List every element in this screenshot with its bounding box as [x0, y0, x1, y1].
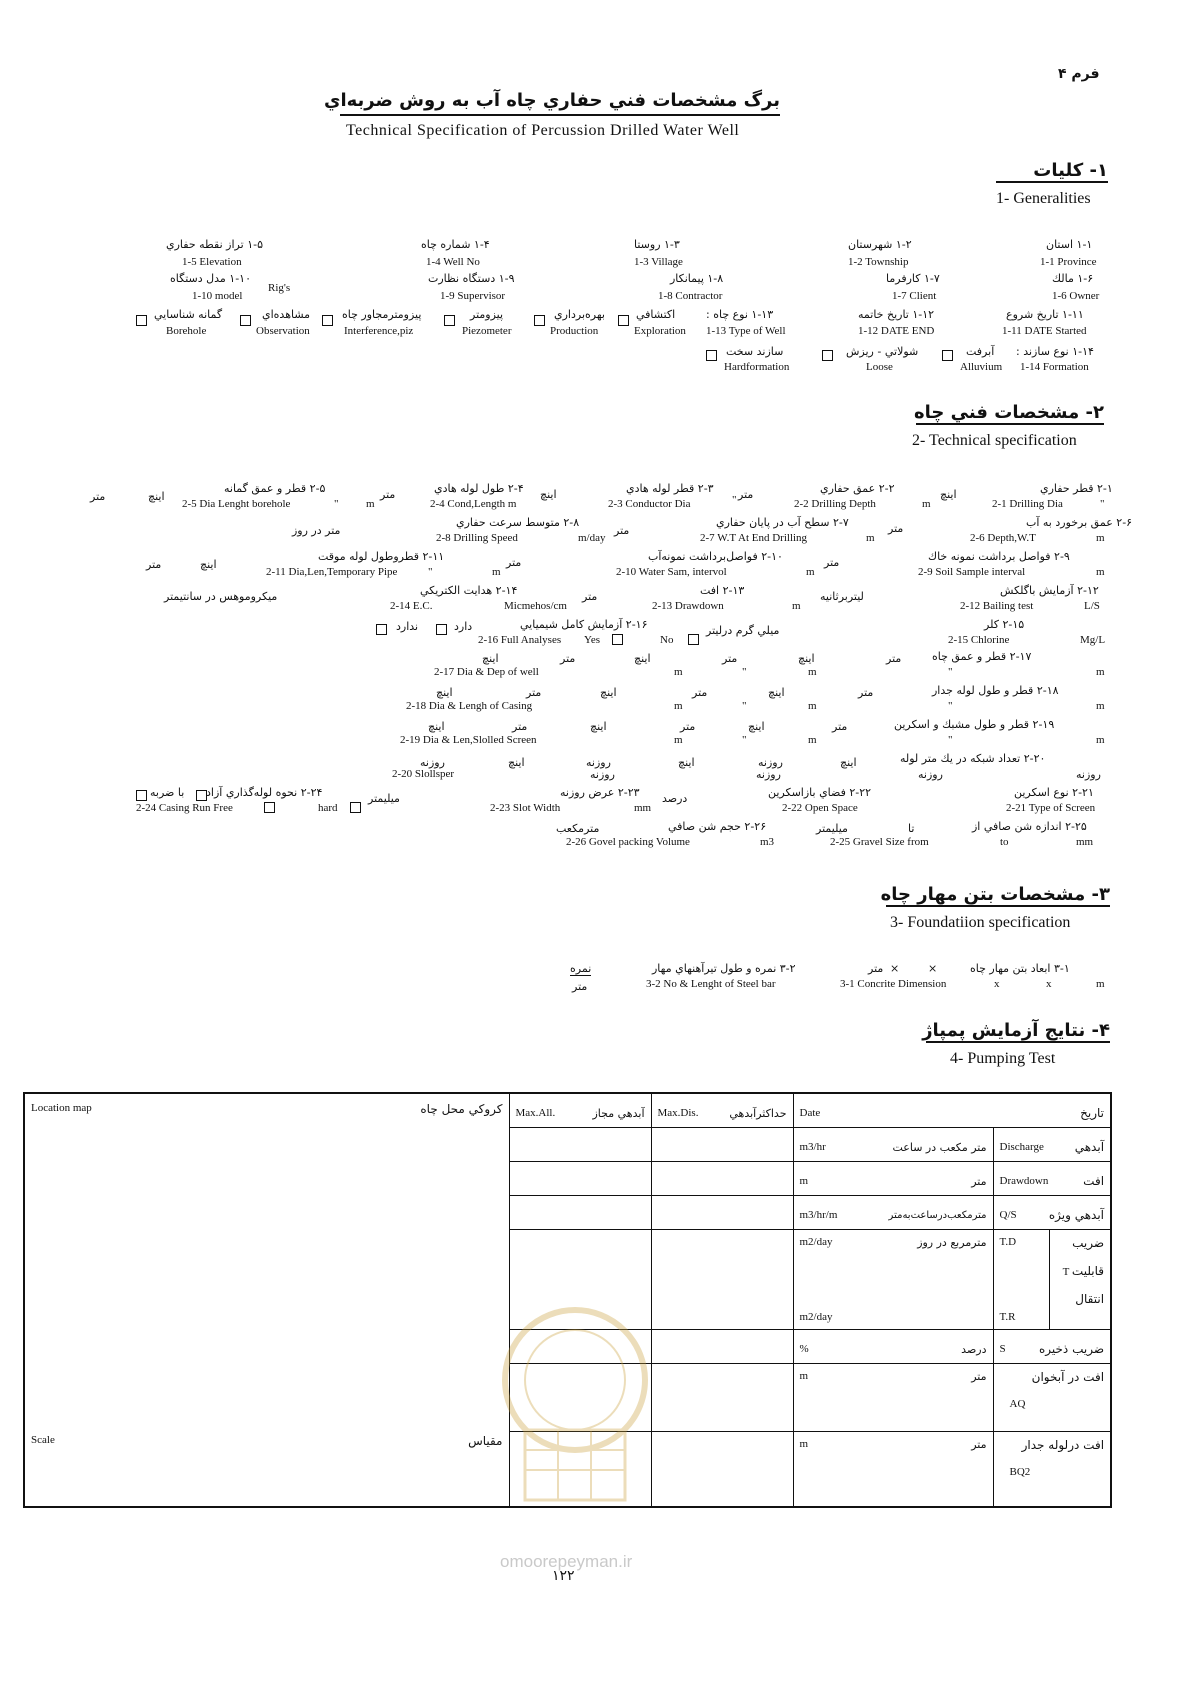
checkbox-borehole[interactable]: [136, 315, 147, 326]
f2-18-i2: ": [742, 700, 747, 712]
f2-8-unit-fa: متر در روز: [292, 524, 341, 537]
f1-8-en: 1-8 Contractor: [658, 290, 723, 302]
f2-9-unit-fa: متر: [824, 556, 840, 569]
form-hard-en: Hardformation: [724, 361, 790, 373]
f2-14-unit-fa: ميكروموهس در سانتيمتر: [164, 590, 278, 603]
f2-15-unit-fa: ميلي گرم درليتر: [706, 624, 780, 637]
f2-25-mid-fa: تا: [908, 822, 915, 835]
f2-25-unit-fa: ميليمتر: [816, 822, 848, 835]
f2-13-fa: ۲-۱۳ افت: [700, 584, 745, 597]
f1-3-fa: ۱-۳ روستا: [634, 238, 680, 251]
discharge-fa: آبدهي: [1074, 1140, 1105, 1154]
trans-sym: T: [1062, 1265, 1070, 1278]
f2-19-m1: m: [1096, 734, 1105, 746]
f2-17-m3: m: [674, 666, 683, 678]
f2-9-fa: ۲-۹ فواصل برداشت نمونه خاك: [928, 550, 1070, 563]
f2-18-m2: m: [808, 700, 817, 712]
checkbox-has[interactable]: [436, 624, 447, 635]
f2-4-en: 2-4 Cond,Length m: [430, 498, 517, 510]
f2-19-meter3: متر: [512, 720, 528, 733]
f2-20-roz5: روزنه: [586, 756, 611, 769]
f2-25-fa: ۲-۲۵ اندازه شن صافي از: [972, 820, 1087, 833]
f2-19-inch1: اينچ: [748, 720, 765, 733]
f2-18-m1: m: [1096, 700, 1105, 712]
f2-3-unit-fa: اينچ: [540, 488, 557, 501]
f2-11-fa: ۲-۱۱ قطروطول لوله موقت: [318, 550, 445, 563]
type-interference-en: Interferencе,piz: [344, 325, 414, 337]
f2-5-en: 2-5 Dia Lenght borehole: [182, 498, 291, 510]
f2-2-en: 2-2 Drilling Depth: [794, 498, 876, 510]
f2-16-no-en: No: [660, 634, 674, 646]
f2-20-roz4: روزنه: [756, 768, 781, 781]
f2-5-fa: ۲-۵ قطر و عمق گمانه: [224, 482, 326, 495]
storage-unit-en: %: [799, 1343, 809, 1355]
f1-3-en: 1-3 Village: [634, 256, 683, 268]
bq-fa: افت درلوله جدار: [1021, 1437, 1105, 1452]
type-production-fa: بهره‌برداري: [554, 308, 605, 321]
f2-17-meter2: متر: [722, 652, 738, 665]
f1-11-en: 1-11 DATE Started: [1002, 325, 1087, 337]
f1-14-fa: ۱-۱۴ نوع سازند :: [1016, 345, 1094, 358]
cell-storage-max[interactable]: [651, 1329, 793, 1363]
form-alluvium-fa: آبرفت: [966, 345, 995, 358]
type-production-en: Production: [550, 325, 599, 337]
checkbox-full-analyses-yes[interactable]: [612, 634, 623, 645]
f2-6-en: 2-6 Depth,W.T: [970, 532, 1036, 544]
f2-13-unit: m: [792, 600, 801, 612]
watermark-seal-icon: [495, 1300, 655, 1520]
f1-4-fa: ۱-۴ شماره چاه: [421, 238, 490, 251]
f2-17-m1: m: [1096, 666, 1105, 678]
f3-1-x1: x: [994, 978, 1000, 990]
cell-trans-max[interactable]: [651, 1229, 793, 1329]
f2-18-en: 2-18 Dia & Lengh of Casing: [406, 700, 533, 712]
f2-17-inch3: اينچ: [482, 652, 499, 665]
f2-22-en: 2-22 Open Space: [782, 802, 858, 814]
f2-26-en: 2-26 Govel packing Volume: [566, 836, 690, 848]
section2-title-en: 2- Technical specification: [912, 432, 1077, 449]
f2-18-i1: ": [948, 700, 953, 712]
f2-16-en: 2-16 Full Analyses: [478, 634, 562, 646]
qs-unit-fa: مترمكعب‌درساعت‌به‌متر: [888, 1209, 987, 1221]
f3-2-unit-fa2: متر: [572, 980, 588, 993]
f2-3-fa: ۲-۳ قطر لوله هادي: [626, 482, 714, 495]
trans-td: T.D: [999, 1235, 1017, 1248]
storage-fa: ضريب ذخيره: [1038, 1342, 1105, 1356]
f1-1-fa: ۱-۱ استان: [1046, 238, 1093, 251]
type-exploration-fa: اكتشافي: [636, 308, 676, 321]
f2-20-inch1: اينچ: [840, 756, 857, 769]
f2-3-unit: ": [732, 494, 737, 506]
maxall-fa: آبدهي مجاز: [592, 1106, 645, 1120]
aq-en: AQ: [1009, 1397, 1026, 1410]
f2-21-fa: ۲-۲۱ نوع اسكرين: [1014, 786, 1094, 799]
f2-22-unit-fa: درصد: [662, 792, 688, 805]
f2-12-unit-fa: ليتربرثانيه: [820, 590, 864, 603]
f2-4-unit-fa: متر: [380, 488, 396, 501]
qs-fa: آبدهي ويژه: [1048, 1208, 1105, 1222]
map-cell[interactable]: [24, 1093, 509, 1507]
cell-bq-max[interactable]: [651, 1431, 793, 1507]
f2-23-en: 2-23 Slot Width: [490, 802, 561, 814]
section3-title-en: 3- Foundatiion specification: [890, 914, 1071, 931]
f2-18-inch1: اينچ: [768, 686, 785, 699]
f2-12-fa: ۲-۱۲ آزمايش باگلكش: [1000, 584, 1099, 597]
trans-fa3: انتقال: [1075, 1291, 1105, 1306]
f2-17-inch1: اينچ: [798, 652, 815, 665]
storage-sym: S: [999, 1343, 1006, 1355]
bq-unit-en: m: [799, 1438, 809, 1450]
f2-20-inch3: اينچ: [508, 756, 525, 769]
f1-12-en: 1-12 DATE END: [858, 325, 935, 337]
checkbox-casing-hard[interactable]: [136, 790, 147, 801]
f2-19-inch2: اينچ: [590, 720, 607, 733]
f2-19-meter2: متر: [680, 720, 696, 733]
f2-24-hard-fa: با ضربه: [150, 786, 185, 799]
f2-18-m3: m: [674, 700, 683, 712]
f1-9-en: 1-9 Supervisor: [440, 290, 506, 302]
f2-18-inch2: اينچ: [600, 686, 617, 699]
f2-11-unit-fa: اينچ: [200, 558, 217, 571]
row-date-fa: تاريخ: [1080, 1106, 1105, 1121]
f1-5-fa: ۱-۵ تراز نقطه حفاري: [166, 238, 263, 251]
f2-17-meter1: متر: [886, 652, 902, 665]
f2-17-meter3: متر: [560, 652, 576, 665]
f3-1-fa: ۳-۱ ابعاد بتن مهار چاه: [970, 962, 1070, 975]
f2-20-en: 2-20 Slollsper: [392, 768, 455, 780]
trans-tr: T.R: [999, 1310, 1016, 1323]
f1-10-rigs: Rig's: [268, 282, 291, 294]
f2-4-fa: ۲-۴ طول لوله هادي: [434, 482, 524, 495]
td-unit-en: m2/day: [799, 1235, 833, 1248]
f2-14-en: 2-14 E.C.: [390, 600, 433, 612]
f2-18-inch3: اينچ: [436, 686, 453, 699]
f2-19-meter1: متر: [832, 720, 848, 733]
f2-3-en: 2-3 Conductor Dia: [608, 498, 691, 510]
f3-2-fa: ۳-۲ نمره و طول تيرآهنهاي مهار: [652, 962, 796, 975]
drawdown-unit-fa: متر: [971, 1174, 987, 1188]
f2-20-roz2: روزنه: [918, 768, 943, 781]
map-label-fa: كروكي محل چاه: [420, 1102, 503, 1116]
form-alluvium-en: Alluvium: [960, 361, 1003, 373]
scale-label-en: Scale: [31, 1434, 55, 1446]
f2-14-unit: Micmehos/cm: [504, 600, 567, 612]
f2-20-roz1: روزنه: [1076, 768, 1101, 781]
f2-17-en: 2-17 Dia & Dep of well: [434, 666, 539, 678]
f2-7-en: 2-7 W.T At End Drilling: [700, 532, 808, 544]
type-borehole-en: Borehole: [166, 325, 207, 337]
trans-fa2: قابليت: [1071, 1263, 1105, 1278]
section2-title-fa: ۲- مشخصات فني چاه: [914, 402, 1104, 423]
f2-1-unit-fa: اينچ: [940, 488, 957, 501]
bq-en: BQ2: [1009, 1465, 1031, 1478]
f2-11-unit2: m: [492, 566, 501, 578]
f2-15-unit: Mg/L: [1080, 634, 1106, 646]
discharge-unit-en: m3/hr: [799, 1141, 826, 1153]
f2-19-i2: ": [742, 734, 747, 746]
f2-1-en: 2-1 Drilling Dia: [992, 498, 1063, 510]
maxall-en: Max.All.: [515, 1107, 556, 1120]
f2-17-i1: ": [948, 666, 953, 678]
map-label-en: Location map: [31, 1102, 92, 1114]
title-en: Technical Specification of Percussion Drilled Water Well: [346, 122, 740, 139]
f1-6-en: 1-6 Owner: [1052, 290, 1100, 302]
f1-2-fa: ۱-۲ شهرستان: [848, 238, 912, 251]
checkbox-piezometer[interactable]: [444, 315, 455, 326]
cell-discharge-allow[interactable]: [509, 1127, 651, 1161]
form-number: فرم ۴: [1058, 66, 1100, 82]
f2-25-mid-en: to: [1000, 836, 1009, 848]
f2-26-fa: ۲-۲۶ حجم شن صافي: [668, 820, 767, 833]
f1-7-en: 1-7 Client: [892, 290, 937, 302]
f2-22-fa: ۲-۲۲ فضاي بازاسكرين: [768, 786, 872, 799]
f2-20-roz7: روزنه: [420, 756, 445, 769]
drawdown-unit-en: m: [799, 1175, 809, 1187]
f2-9-en: 2-9 Soil Sample interval: [918, 566, 1026, 578]
f2-16-no-fa: ندارد: [396, 620, 419, 633]
checkbox-production[interactable]: [534, 315, 545, 326]
storage-unit-fa: درصد: [961, 1342, 987, 1356]
type-observation-en: Observation: [256, 325, 310, 337]
f2-4-unit: m: [366, 498, 375, 510]
f1-4-en: 1-4 Well No: [426, 256, 480, 268]
f2-12-unit: L/S: [1084, 600, 1100, 612]
f2-10-unit-fa: متر: [506, 556, 522, 569]
maxdis-en: Max.Dis.: [657, 1107, 699, 1120]
f2-20-roz6: روزنه: [590, 768, 615, 781]
f1-11-fa: ۱-۱۱ تاريخ شروع: [1006, 308, 1084, 321]
f2-5-unit-fa2: متر: [90, 490, 106, 503]
maxdis-fa: حداكثرآبدهي: [729, 1106, 787, 1120]
checkbox-loose[interactable]: [822, 350, 833, 361]
f2-18-fa: ۲-۱۸ قطر و طول لوله جدار: [932, 684, 1059, 697]
f2-15-en: 2-15 Chlorine: [948, 634, 1010, 646]
f2-2-unit: m: [922, 498, 931, 510]
drawdown-en: Drawdown: [999, 1175, 1049, 1187]
tr-unit-en: m2/day: [799, 1310, 833, 1323]
f2-20-inch2: اينچ: [678, 756, 695, 769]
f1-7-fa: ۱-۷ كارفرما: [886, 272, 940, 285]
f2-8-fa: ۲-۸ متوسط سرعت حفاري: [456, 516, 580, 529]
f2-17-inch2: اينچ: [634, 652, 651, 665]
f2-17-i2: ": [742, 666, 747, 678]
type-observation-fa: مشاهده‌اي: [262, 308, 311, 321]
f2-6-unit: m: [1096, 532, 1105, 544]
section3-title-fa: ۳- مشخصات بتن مهار چاه: [880, 884, 1110, 905]
checkbox-exploration[interactable]: [618, 315, 629, 326]
f2-16-yes-fa: دارد: [454, 620, 473, 633]
f3-1-times1: ×: [928, 962, 938, 975]
f2-6-fa: ۲-۶ عمق برخورد به آب: [1026, 516, 1133, 529]
f2-20-roz3: روزنه: [758, 756, 783, 769]
f3-1-x2: x: [1046, 978, 1052, 990]
f2-20-fa: ۲-۲۰ تعداد شبكه در يك متر لوله: [900, 752, 1046, 765]
f2-8-unit: m/day: [578, 532, 606, 544]
f3-1-times2: ×: [890, 962, 900, 975]
f2-18-meter2: متر: [692, 686, 708, 699]
f2-11-unit: ": [428, 566, 433, 578]
cell-drawdown-max[interactable]: [651, 1161, 793, 1195]
f1-6-fa: ۱-۶ مالك: [1052, 272, 1094, 285]
type-piezometer-fa: پيزومتر: [470, 308, 504, 321]
f2-25-unit: mm: [1076, 836, 1094, 848]
aq-unit-fa: متر: [971, 1369, 987, 1383]
f2-7-unit-fa: متر: [888, 522, 904, 535]
td-unit-fa: مترمربع در روز: [917, 1235, 987, 1249]
f2-10-fa: ۲-۱۰ فواصل‌برداشت نمونه‌آب: [648, 550, 783, 563]
f1-13-en: 1-13 Type of Well: [706, 325, 786, 337]
f1-12-fa: ۱-۱۲ تاريخ خاتمه: [858, 308, 935, 321]
aq-unit-en: m: [799, 1370, 809, 1382]
f1-5-en: 1-5 Elevation: [182, 256, 242, 268]
f2-8-unit-fa2: متر: [614, 524, 630, 537]
qs-unit-en: m3/hr/m: [799, 1209, 838, 1221]
f2-21-en: 2-21 Type of Screen: [1006, 802, 1096, 814]
checkbox-alluvium[interactable]: [942, 350, 953, 361]
title-fa: برگ مشخصات فني حفاري چاه آب به روش ضربه‌اي: [340, 90, 780, 116]
scale-label-fa: مقياس: [468, 1434, 503, 1448]
f2-12-en: 2-12 Bailing test: [960, 600, 1034, 612]
checkbox-observation[interactable]: [240, 315, 251, 326]
f2-1-unit: ": [1100, 498, 1105, 510]
discharge-en: Discharge: [999, 1141, 1044, 1153]
bq-unit-fa: متر: [971, 1437, 987, 1451]
row-date-en: Date: [799, 1107, 821, 1120]
f2-16-fa: ۲-۱۶ آزمايش كامل شيميايي: [520, 618, 648, 631]
f2-19-m3: m: [674, 734, 683, 746]
drawdown-fa: افت: [1083, 1174, 1105, 1188]
f2-9-unit: m: [1096, 566, 1105, 578]
cell-discharge-max[interactable]: [651, 1127, 793, 1161]
f2-23-unit: mm: [634, 802, 652, 814]
f2-5-unit: ": [334, 498, 339, 510]
f2-10-unit: m: [806, 566, 815, 578]
f2-23-unit-fa: ميليمتر: [368, 792, 400, 805]
f2-7-fa: ۲-۷ سطح آب در پايان حفاري: [716, 516, 849, 529]
f1-9-fa: ۱-۹ دستگاه نظارت: [428, 272, 515, 285]
type-piezometer-en: Piezometer: [462, 325, 512, 337]
f2-19-i1: ": [948, 734, 953, 746]
f2-13-unit-fa: متر: [582, 590, 598, 603]
f1-1-en: 1-1 Province: [1040, 256, 1097, 268]
f2-19-m2: m: [808, 734, 817, 746]
discharge-unit-fa: متر مكعب در ساعت: [892, 1140, 987, 1154]
section1-title-fa: ۱- كليات: [996, 160, 1108, 183]
f2-7-unit: m: [866, 532, 875, 544]
f1-10-fa: ۱-۱۰ مدل دستگاه: [170, 272, 251, 285]
trans-fa1: ضريب: [1072, 1235, 1105, 1250]
f2-19-inch3: اينچ: [428, 720, 445, 733]
f2-15-fa: ۲-۱۵ كلر: [984, 618, 1025, 631]
watermark-text: omoorepeyman.ir: [500, 1552, 633, 1571]
f2-10-en: 2-10 Water Sam, intervol: [616, 566, 727, 578]
f2-2-fa: ۲-۲ عمق حفاري: [820, 482, 895, 495]
cell-aq-max[interactable]: [651, 1363, 793, 1431]
section1-title-en: 1- Generalities: [996, 190, 1091, 207]
type-interference-fa: پيزومترمجاور چاه: [342, 308, 422, 321]
f2-14-fa: ۲-۱۴ هدايت الكتريكي: [420, 584, 518, 597]
f2-18-meter1: متر: [858, 686, 874, 699]
qs-en: Q/S: [999, 1209, 1017, 1221]
f2-5-unit-fa: اينچ: [148, 490, 165, 503]
checkbox-casing-free-2[interactable]: [264, 802, 275, 813]
checkbox-casing-hard-2[interactable]: [350, 802, 361, 813]
f2-25-en: 2-25 Gravel Size from: [830, 836, 929, 848]
type-exploration-en: Exploration: [634, 325, 686, 337]
cell-qs-allow[interactable]: [509, 1195, 651, 1229]
f2-19-fa: ۲-۱۹ قطر و طول مشبك و اسكرين: [894, 718, 1055, 731]
f2-8-en: 2-8 Drilling Speed: [436, 532, 518, 544]
f1-8-fa: ۱-۸ پيمانكار: [670, 272, 724, 285]
page-number: ۱۲۲: [552, 1568, 575, 1584]
f1-10-en: 1-10 model: [192, 290, 243, 302]
checkbox-casing-free[interactable]: [196, 790, 207, 801]
f3-1-en: 3-1 Concrite Dimension: [840, 978, 947, 990]
f2-26-unit-fa: مترمكعب: [556, 822, 600, 835]
f2-1-fa: ۲-۱ قطر حفاري: [1040, 482, 1113, 495]
f2-19-en: 2-19 Dia & Len,Slolled Screen: [400, 734, 537, 746]
f3-2-en: 3-2 No & Lenght of Steel bar: [646, 978, 776, 990]
checkbox-full-analyses-no[interactable]: [688, 634, 699, 645]
f3-1-unit: m: [1096, 978, 1105, 990]
f3-1-unit-fa: متر: [868, 962, 884, 975]
f3-2-unit-fa1: نمره: [570, 962, 592, 975]
form-hard-fa: سازند سخت: [726, 345, 784, 358]
form-loose-fa: شولاتي - ريزش: [846, 345, 919, 358]
f2-16-yes-en: Yes: [584, 634, 601, 646]
f1-13-fa: ۱-۱۳ نوع چاه :: [706, 308, 774, 321]
form-loose-en: Loose: [866, 361, 893, 373]
f1-2-en: 1-2 Township: [848, 256, 909, 268]
f2-17-fa: ۲-۱۷ قطر و عمق چاه: [932, 650, 1032, 663]
checkbox-interference[interactable]: [322, 315, 333, 326]
f2-24-hard-en: hard: [318, 802, 338, 814]
cell-qs-max[interactable]: [651, 1195, 793, 1229]
f2-13-en: 2-13 Drawdown: [652, 600, 724, 612]
f2-24-fa: ۲-۲۴ نحوه لوله‌گذاري آزاد: [206, 786, 323, 799]
checkbox-hasnot[interactable]: [376, 624, 387, 635]
f2-17-m2: m: [808, 666, 817, 678]
f2-23-fa: ۲-۲۳ عرض روزنه: [560, 786, 640, 799]
f1-14-en: 1-14 Formation: [1020, 361, 1089, 373]
cell-drawdown-allow[interactable]: [509, 1161, 651, 1195]
f2-11-en: 2-11 Dia,Len,Temporary Pipe: [266, 566, 398, 578]
section4-title-en: 4- Pumping Test: [950, 1050, 1056, 1067]
type-borehole-fa: گمانه شناسايي: [154, 308, 223, 321]
aq-fa: افت در آبخوان: [1031, 1369, 1105, 1384]
checkbox-hardformation[interactable]: [706, 350, 717, 361]
f2-18-meter3: متر: [526, 686, 542, 699]
section4-title-fa: ۴- نتايج آزمايش پمپاژ: [922, 1020, 1110, 1041]
f2-2-unit-fa: متر: [738, 488, 754, 501]
f2-26-unit: m3: [760, 836, 775, 848]
f2-24-en: 2-24 Casing Run Free: [136, 802, 233, 814]
f2-11-unit-fa2: متر: [146, 558, 162, 571]
